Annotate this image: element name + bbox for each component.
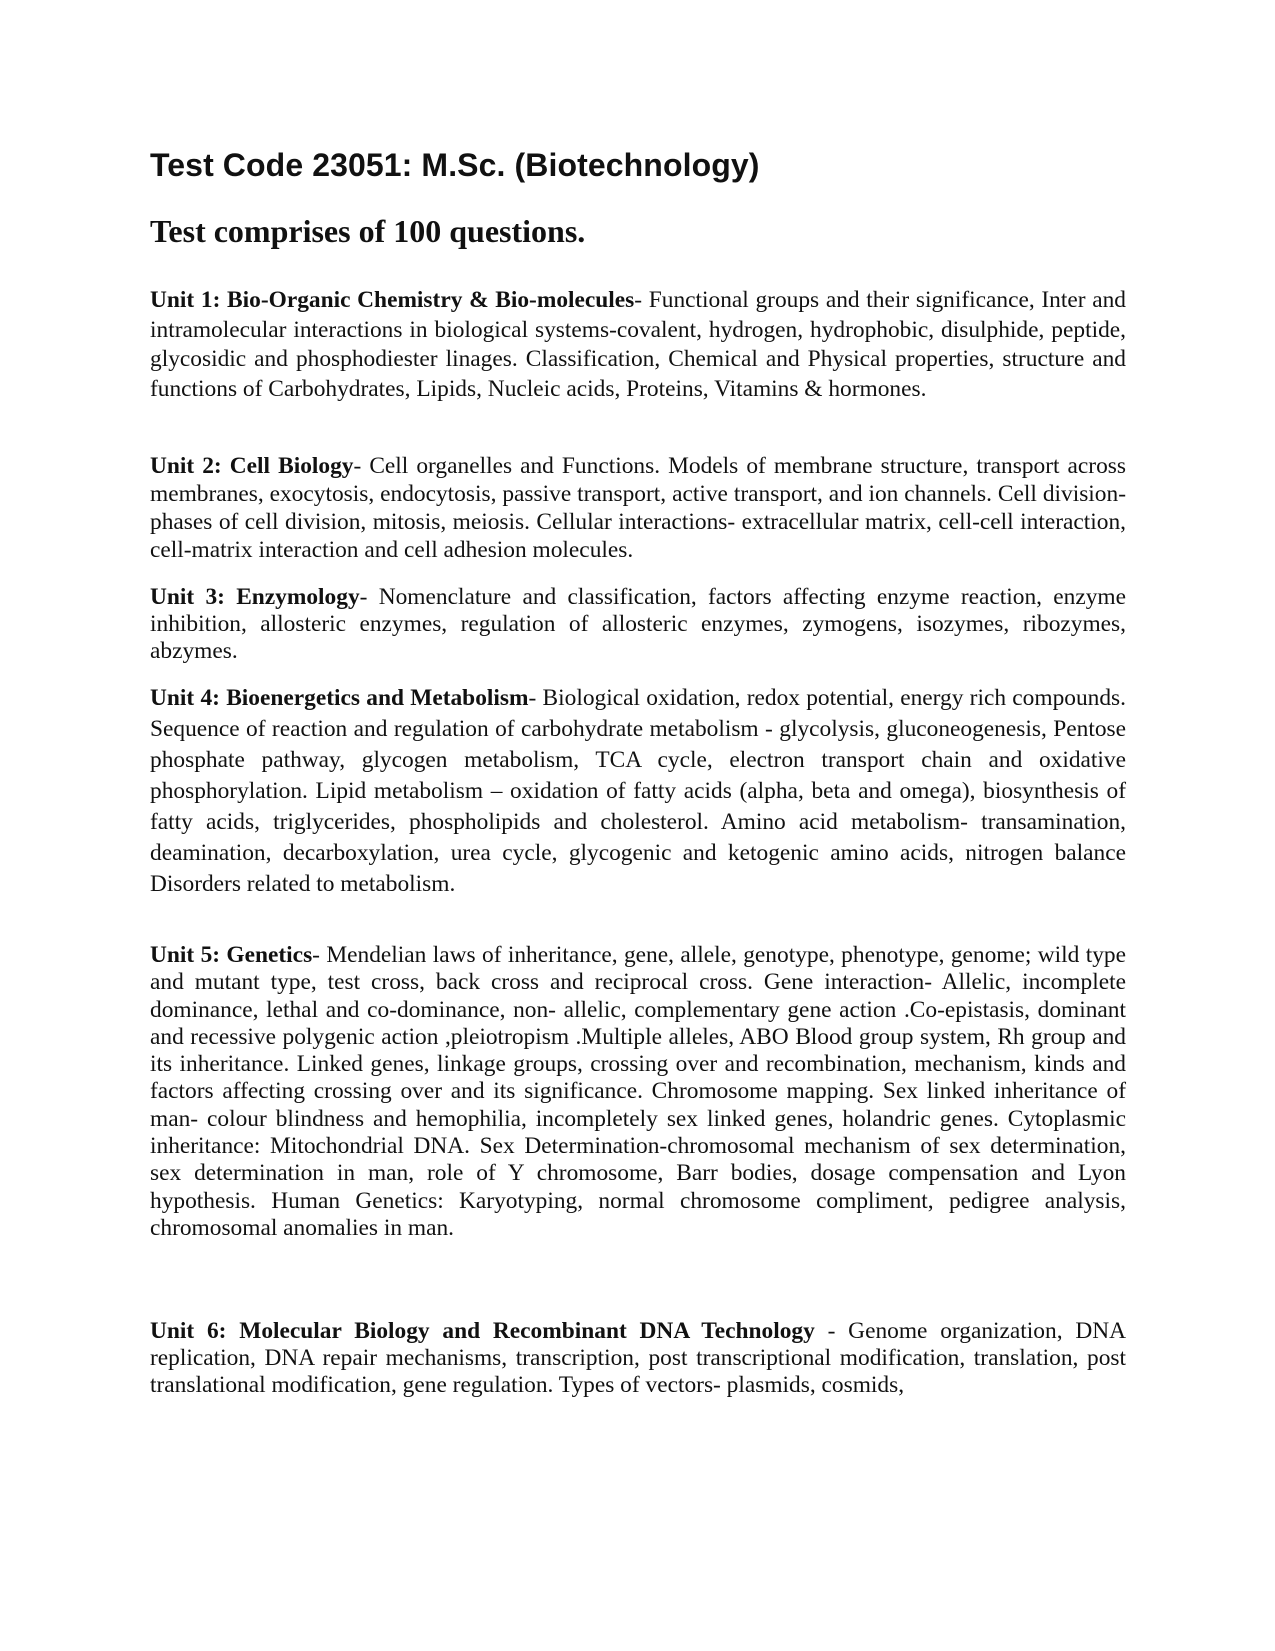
unit-6-text: - Genome organization, DNA replication, DNA repair mechanisms, transcription, post transcriptional modification, translation, post translational modification, gene regulation. Types of vectors- plasmids, cosmids,	[150, 1318, 1127, 1398]
unit-6-heading: Unit 6: Molecular Biology and Recombinant DNA Technology	[150, 1318, 815, 1344]
unit-1-text: - Functional groups and their significance, Inter and intramolecular interactions in biological systems-covalent, hydrogen, hydrophobic, disulphide, peptide, glycosidic and phosphodiester linages. Classification, Chemical and Physical properties, structure and functions of Carbohydrates, Lipids, Nucleic acids, Proteins, Vitamins & hormones.	[150, 287, 1127, 402]
unit-6-paragraph	[150, 1318, 1126, 1399]
document-subtitle: Test comprises of 100 questions.	[150, 213, 586, 249]
unit-5-text: - Mendelian laws of inheritance, gene, allele, genotype, phenotype, genome; wild type and mutant type, test cross, back cross and reciprocal cross. Gene interaction- Allelic, incomplete dominance, lethal and co-dominance, non- allelic, complementary gene action .Co-epistasis, dominant and recessive polygenic action ,pleiotropism .Multiple alleles, ABO Blood group system, Rh group and its inheritance. Linked genes, linkage groups, crossing over and recombination, mechanism, kinds and factors affecting crossing over and its significance. Chromosome mapping. Sex linked inheritance of man- colour blindness and hemophilia, incompletely sex linked genes, holandric genes. Cytoplasmic inheritance: Mitochondrial DNA. Sex Determination-chromosomal mechanism of sex determination, sex determination in man, role of Y chromosome, Barr bodies, dosage compensation and Lyon hypothesis. Human Genetics: Karyotyping, normal chromosome compliment, pedigree analysis, chromosomal anomalies in man.	[150, 942, 1126, 1241]
unit-3-paragraph	[150, 584, 1126, 665]
unit-4-heading: Unit 4: Bioenergetics and Metabolism	[150, 685, 529, 711]
unit-3-text: - Nomenclature and classification, factors affecting enzyme reaction, enzyme inhibition, allosteric enzymes, regulation of allosteric enzymes, zymogens, isozymes, ribozymes, abzymes.	[150, 584, 1126, 664]
unit-3-heading: Unit 3: Enzymology	[150, 584, 360, 610]
unit-2-text: - Cell organelles and Functions. Models of membrane structure, transport across membranes, exocytosis, endocytosis, passive transport, active transport, and ion channels. Cell division- phases of cell division, mitosis, meiosis. Cellular interactions- extracellular matrix, cell-cell interaction, cell-matrix interaction and cell adhesion molecules.	[150, 453, 1126, 563]
unit-4-text: - Biological oxidation, redox potential, energy rich compounds. Sequence of reaction and regulation of carbohydrate metabolism - glycolysis, gluconeogenesis, Pentose phosphate pathway, glycogen metabolism, TCA cycle, electron transport chain and oxidative phosphorylation. Lipid metabolism – oxidation of fatty acids (alpha, beta and omega), biosynthesis of fatty acids, triglycerides, phospholipids and cholesterol. Amino acid metabolism- transamination, deamination, decarboxylation, urea cycle, glycogenic and ketogenic amino acids, nitrogen balance Disorders related to metabolism.	[150, 685, 1126, 897]
unit-2-paragraph	[150, 452, 1126, 564]
unit-4-paragraph	[150, 683, 1126, 900]
unit-1-paragraph	[150, 286, 1126, 404]
unit-2-heading: Unit 2: Cell Biology	[150, 453, 354, 479]
unit-1-heading: Unit 1: Bio-Organic Chemistry & Bio-molecules	[150, 287, 635, 313]
document-title: Test Code 23051: M.Sc. (Biotechnology)	[150, 147, 760, 183]
unit-5-heading: Unit 5: Genetics	[150, 942, 313, 968]
unit-5-paragraph	[150, 942, 1126, 1242]
